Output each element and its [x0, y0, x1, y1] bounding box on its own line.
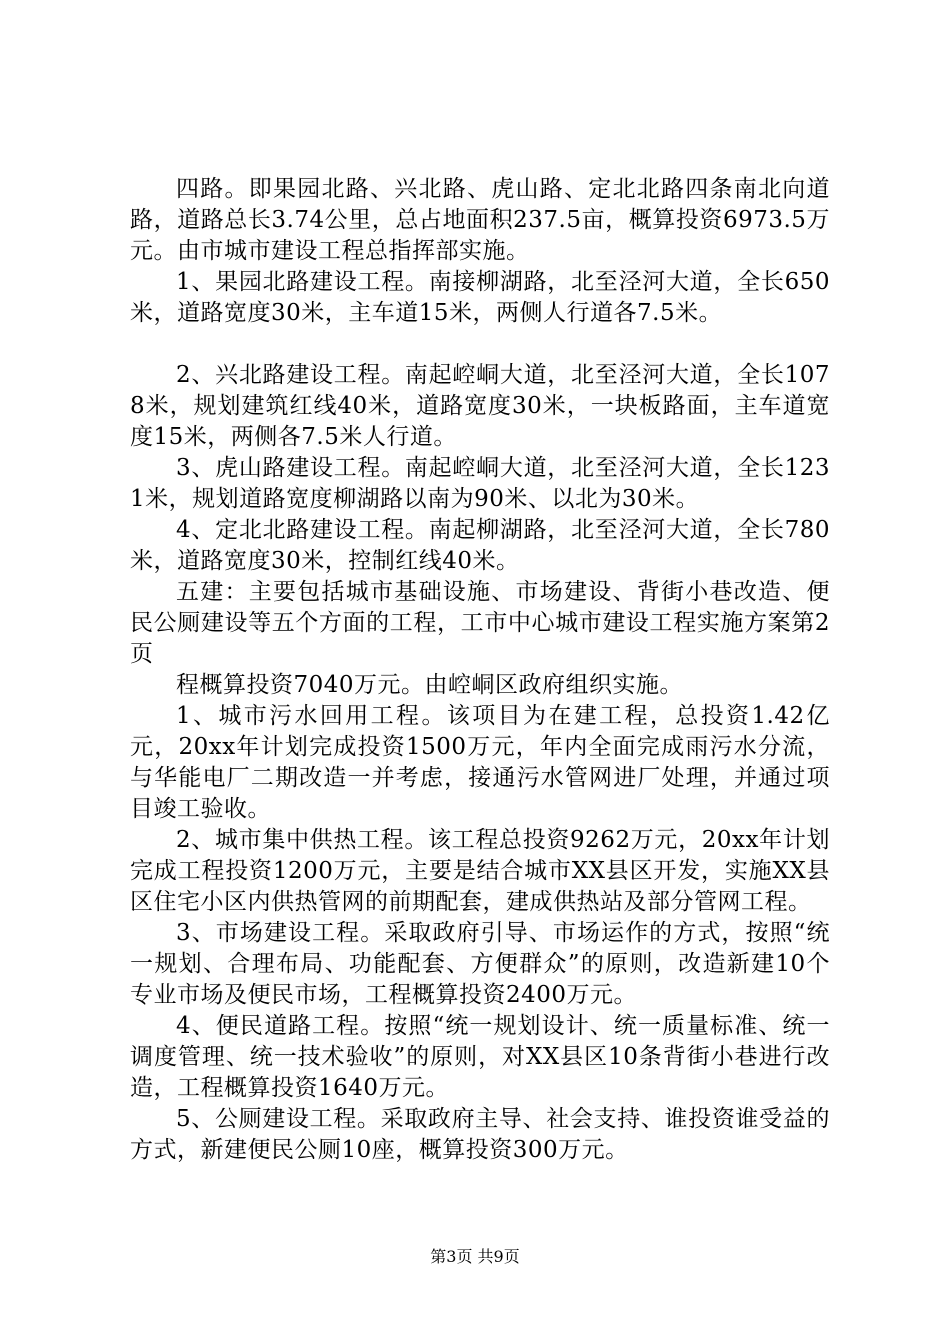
paragraph-guoyuan-road: 1、果园北路建设工程。南接柳湖路，北至泾河大道，全长650米，道路宽度30米，主车道15米，两侧人行道各7.5米。 [130, 269, 830, 326]
page-footer: 第3页 共9页 [430, 1247, 520, 1266]
paragraph-xingbei-road: 2、兴北路建设工程。南起崆峒大道，北至泾河大道，全长1078米，规划建筑红线40米，道路宽度30米，一块板路面，主车道宽度15米，两侧各7.5米人行道。 [130, 362, 830, 450]
paragraph-public-toilets: 5、公厕建设工程。采取政府主导、社会支持、谁投资谁受益的方式，新建便民公厕10座，概算投资300万元。 [130, 1106, 830, 1163]
paragraph-hushan-road: 3、虎山路建设工程。南起崆峒大道，北至泾河大道，全长1231米，规划道路宽度柳湖路以南为90米、以北为30米。 [130, 455, 830, 512]
paragraph-central-heating: 2、城市集中供热工程。该工程总投资9262万元，20xx年计划完成工程投资1200万元，主要是结合城市XX县区开发，实施XX县区住宅小区内供热管网的前期配套，建成供热站及部分管网工程。 [130, 827, 830, 915]
paragraph-dingbeibei-road: 4、定北北路建设工程。南起柳湖路，北至泾河大道，全长780米，道路宽度30米，控制红线40米。 [130, 517, 830, 574]
paragraph-market-construction: 3、市场建设工程。采取政府引导、市场运作的方式，按照“统一规划、合理布局、功能配套、方便群众”的原则，改造新建10个专业市场及便民市场，工程概算投资2400万元。 [130, 920, 830, 1008]
paragraph-convenience-roads: 4、便民道路工程。按照“统一规划设计、统一质量标准、统一调度管理、统一技术验收”的原则，对XX县区10条背街小巷进行改造，工程概算投资1640万元。 [130, 1013, 830, 1101]
paragraph-sewage-reuse: 1、城市污水回用工程。该项目为在建工程，总投资1.42亿元，20xx年计划完成投资1500万元，年内全面完成雨污水分流，与华能电厂二期改造一并考虑，接通污水管网进厂处理，并通过项目竣工验收。 [130, 703, 830, 822]
document-body [130, 174, 830, 1166]
paragraph-four-roads: 四路。即果园北路、兴北路、虎山路、定北北路四条南北向道路，道路总长3.74公里，总占地面积237.5亩，概算投资6973.5万元。由市城市建设工程总指挥部实施。 [130, 176, 830, 264]
paragraph-investment-total: 程概算投资7040万元。由崆峒区政府组织实施。 [176, 672, 684, 698]
paragraph-gap [130, 329, 830, 360]
paragraph-five-constructions: 五建：主要包括城市基础设施、市场建设、背街小巷改造、便民公厕建设等五个方面的工程，工市中心城市建设工程实施方案第2页 [130, 579, 830, 667]
